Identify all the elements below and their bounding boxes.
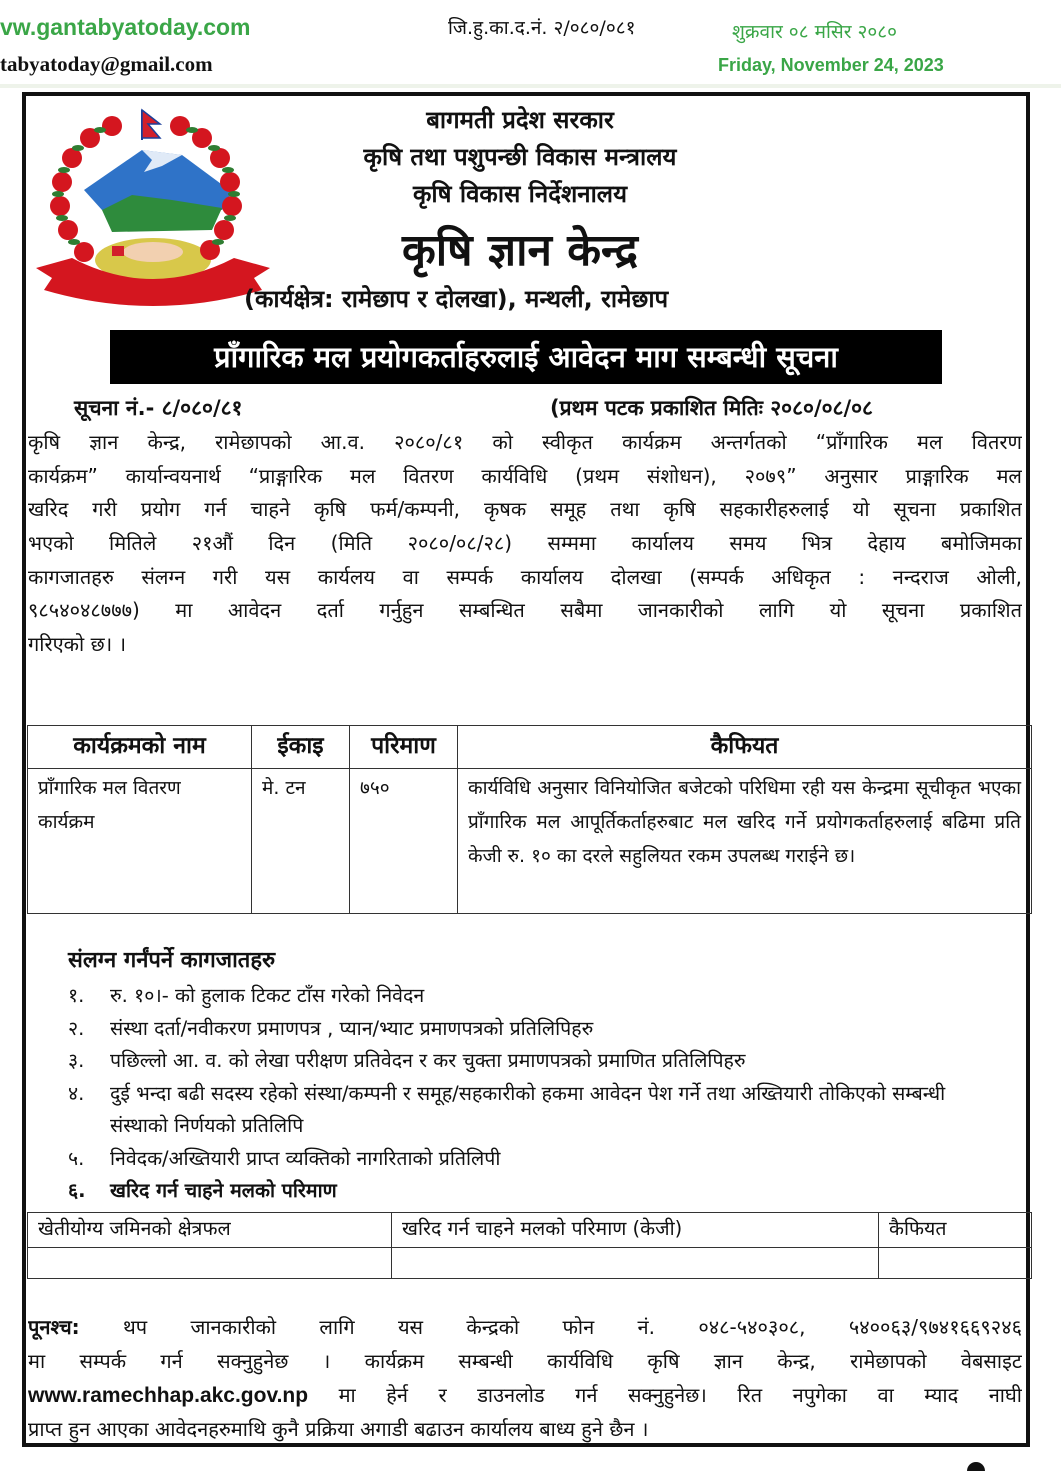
item-text: रु. १०।- को हुलाक टिकट टाँस गरेको निवेदन: [110, 984, 425, 1007]
table-header-row: [28, 1213, 1032, 1248]
column-header: खरिद गर्न चाहने मलको परिमाण (केजी): [392, 1213, 879, 1248]
item-text: निवेदक/अख्तियारी प्राप्त व्यक्तिको नागरिताको प्रतिलिपी: [110, 1146, 501, 1170]
website-url-link[interactable]: www.ramechhap.akc.gov.np: [28, 1384, 309, 1407]
list-item: [68, 1078, 998, 1143]
body-line: कार्यक्रम” कार्यान्वयनार्थ “प्राङ्गारिक मल वितरण कार्यविधि (प्रथम संशोधन), २०७९” अनुसार प्राङ्गारिक मल: [28, 463, 1022, 488]
body-line: ९८५४०४८७७७) मा आवेदन दर्ता गर्नुहुन सम्बन्धित सबैमा जानकारीको लागि यो सूचना प्रकाशित: [28, 598, 1022, 623]
item-number: ६.: [68, 1179, 86, 1202]
postscript-line: मा सम्पर्क गर्न सक्नुहुनेछ । कार्यक्रम सम्बन्धी कार्यविधि कृषि ज्ञान केन्द्र, रामेछापको वेबसाइट: [28, 1349, 1022, 1373]
unit-cell: मे. टन: [252, 769, 350, 914]
body-line: भएको मितिले २१औं दिन (मिति २०८०/०८/२८) सम्ममा कार्यालय समय भित्र देहाय बमोजिमका: [28, 531, 1022, 556]
list-item: [68, 1143, 998, 1176]
list-item: [68, 980, 998, 1013]
publication-date: (प्रथम पटक प्रकाशित मितिः २०८०/०८/०८: [550, 396, 873, 420]
item-number: २.: [68, 1016, 85, 1040]
item-number: १.: [68, 984, 85, 1007]
ministry-name: कृषि तथा पशुपन्छी विकास मन्त्रालय: [363, 143, 677, 171]
item-number: ३.: [68, 1049, 85, 1072]
column-header: खेतीयोग्य जमिनको क्षेत्रफल: [28, 1213, 392, 1248]
remarks-cell: कार्यविधि अनुसार विनियोजित बजेटको परिधिमा रही यस केन्द्रमा सूचीकृत भएका प्राँगारिक मल आपूर्तिकर्ताहरुबाट मल खरिद गर्ने प्रयोगकर्ताहरुलाई बढिमा प्रति केजी रु. १० का दरले सहुलियत रकम उपलब्ध गराईने छ।: [458, 769, 1032, 914]
notice-body: [28, 426, 1022, 662]
item-text: खरिद गर्न चाहने मलको परिमाण: [110, 1179, 337, 1202]
list-item: [68, 1013, 998, 1046]
item-number: ५.: [68, 1146, 85, 1170]
column-header: कैफियत: [879, 1213, 1032, 1248]
item-number: ४.: [68, 1081, 85, 1105]
body-line: कागजातहरु संलग्न गरी यस कार्यलय वा सम्पर्क कार्यालय दोलखा (सम्पर्क अधिकृत : नन्दराज ओली,: [28, 564, 1022, 589]
quantity-cell: ७५०: [350, 769, 458, 914]
land-area-input-cell[interactable]: [28, 1248, 392, 1279]
postscript-label: पूनश्च:: [28, 1315, 80, 1339]
masthead-divider: [0, 84, 1061, 88]
item-text: पछिल्लो आ. व. को लेखा परीक्षण प्रतिवेदन र कर चुक्ता प्रमाणपत्रको प्रमाणित प्रतिलिपिहरु: [110, 1049, 746, 1072]
fertilizer-quantity-input-cell[interactable]: [392, 1248, 879, 1279]
column-header: कैफियत: [458, 726, 1032, 769]
program-name-cell: प्राँगारिक मल वितरण कार्यक्रम: [28, 769, 252, 914]
postscript-line: [28, 1378, 1022, 1412]
quantity-table: [27, 1212, 1032, 1279]
item-text: संस्था दर्ता/नवीकरण प्रमाणपत्र , प्यान/भ्याट प्रमाणपत्रको प्रतिलिपिहरु: [110, 1016, 594, 1040]
postscript: [28, 1310, 1022, 1446]
table-row: [28, 769, 1032, 914]
date-nepali: शुक्रवार ०८ मसिर २०८०: [732, 21, 898, 43]
list-item: [68, 1175, 998, 1208]
table-header-row: [28, 726, 1032, 769]
program-table: [27, 725, 1032, 914]
notice-number: सूचना नं.- ८/०८०/८१: [74, 396, 243, 420]
postscript-text: थप जानकारीको लागि यस केन्द्रको फोन नं. ०४८-५४०३०८, ५४००६३/९७४१६६९२४६: [79, 1315, 1022, 1339]
website-link[interactable]: vw.gantabyatoday.com: [0, 14, 251, 40]
list-item: [68, 1045, 998, 1078]
column-header: ईकाइ: [252, 726, 350, 769]
postscript-text: मा हेर्न र डाउनलोड गर्न सक्नुहुनेछ। रित नपुगेका वा म्याद नाघी: [308, 1383, 1022, 1407]
remarks-input-cell[interactable]: [879, 1248, 1032, 1279]
nepal-emblem-icon: [32, 100, 274, 312]
postscript-line: प्राप्त हुन आएका आवेदनहरुमाथि कुनै प्रक्रिया अगाडी बढाउन कार्यालय बाध्य हुने छैन ।: [28, 1417, 649, 1441]
office-name: कृषि ज्ञान केन्द्र: [401, 225, 639, 276]
postscript-line: [28, 1310, 1022, 1344]
column-header: कार्यक्रमको नाम: [28, 726, 252, 769]
notice-title: प्राँगारिक मल प्रयोगकर्ताहरुलाई आवेदन माग सम्बन्धी सूचना: [110, 330, 942, 384]
page-corner-mark: [967, 1462, 985, 1471]
date-english: Friday, November 24, 2023: [718, 55, 944, 75]
item-text: दुई भन्दा बढी सदस्य रहेको संस्था/कम्पनी र समूह/सहकारीको हकमा आवेदन पेश गर्ने तथा अख्तियारी तोकिएको सम्बन्धी संस्थाको निर्णयको प्रतिलिपि: [110, 1081, 946, 1137]
flag-icon: [142, 110, 160, 140]
body-line: कृषि ज्ञान केन्द्र, रामेछापको आ.व. २०८०/८१ को स्वीकृत कार्यक्रम अन्तर्गतको “प्राँगारिक मल वितरण: [28, 430, 1022, 454]
empty-row: [28, 1248, 1032, 1279]
office-location: (कार्यक्षेत्र: रामेछाप र दोलखा), मन्थली, रामेछाप: [244, 285, 669, 313]
column-header: परिमाण: [350, 726, 458, 769]
attachments-heading: संलग्न गर्नंपर्ने कागजातहरु: [68, 948, 276, 973]
attachments-list: [68, 980, 998, 1208]
body-line: गरिएको छ। ।: [28, 632, 127, 657]
email-address[interactable]: tabyatoday@gmail.com: [0, 52, 213, 76]
directorate-name: कृषि विकास निर्देशनालय: [413, 180, 627, 208]
body-line: खरिद गरी प्रयोग गर्न चाहने कृषि फर्म/कम्पनी, कृषक समूह तथा कृषि सहकारीहरुलाई यो सूचना प्रकाशित: [28, 497, 1022, 522]
registration-number: जि.हु.का.द.नं. २/०८०/०८१: [448, 17, 636, 39]
government-name: बागमती प्रदेश सरकार: [426, 106, 614, 134]
